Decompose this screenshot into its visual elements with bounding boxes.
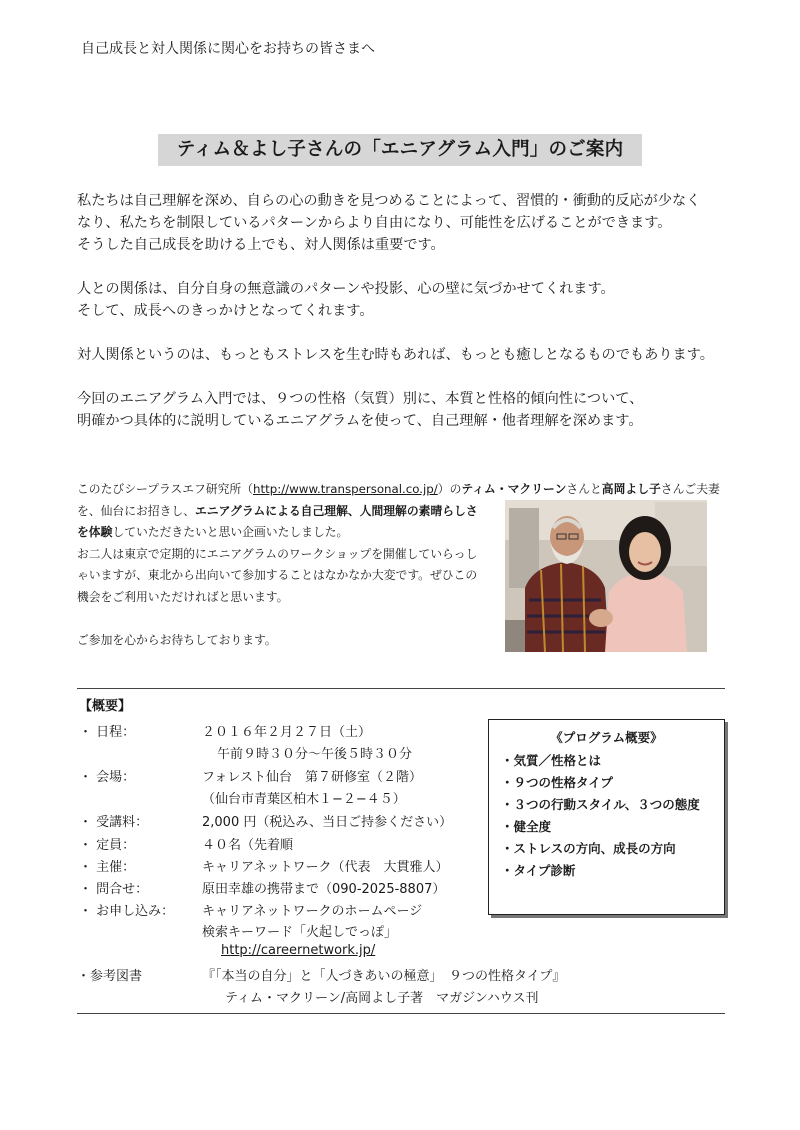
intro-line: 人との関係は、自分自身の無意識のパターンや投影、心の壁に気づかせてくれます。 [77,281,615,297]
program-item: ・気質／性格とは [501,753,602,768]
reference-author: ティム・マクリーン/高岡よし子著 マガジンハウス刊 [225,991,539,1006]
contact-label: ・ 問合せ： [79,882,149,897]
host-value: キャリアネットワーク（代表 大貫雅人） [202,860,449,875]
date-label: ・ 日程： [79,725,136,740]
date-value: ２０１６年２月２７日（土） [202,725,372,740]
program-title: 《プログラム概要》 [550,730,663,745]
apply-label: ・ お申し込み： [79,904,175,919]
venue-value: フォレスト仙台 第７研修室（２階） [202,770,422,785]
divider [77,688,725,689]
invitation-text-part: さんと [566,482,602,496]
speakers-photo [505,500,707,652]
program-item: ・タイプ診断 [501,863,576,878]
invitation-text-part: このたびシープラスエフ研究所（ [77,482,254,496]
apply-value: キャリアネットワークのホームページ [202,904,423,919]
invitation-highlight: を体験 [77,525,113,539]
intro-line: 私たちは自己理解を深め、自らの心の動きを見つめることによって、習慣的・衝動的反応が少なく [77,193,701,209]
intro-line: そうした自己成長を助ける上でも、対人関係は重要です。 [77,237,445,253]
invitation-text-part: ）の [437,482,462,496]
invitation-text-part: ゃいますが、東北から出向いて参加することはなかなか大変です。ぜひこの [77,568,478,582]
capacity-label: ・ 定員： [79,838,136,853]
invitation-text-part: お二人は東京で定期的にエニアグラムのワークショップを開催していらっし [77,546,478,561]
invitation-text-part: 機会をご利用いただければと思います。 [77,589,289,604]
invitation-text-part: していただきたいと思い企画いたしました。 [112,525,349,539]
intro-line: 今回のエニアグラム入門では、９つの性格（気質）別に、本質と性格的傾向性について、 [77,391,644,407]
overview-heading: 【概要】 [79,699,132,714]
address-value: （仙台市青葉区柏木１−２−４５） [202,792,406,807]
career-network-link[interactable]: http://careernetwork.jp/ [221,943,376,958]
program-list [501,750,724,882]
invitation-highlight: エニアグラムによる自己理解、人間理解の素晴らしさ [194,503,478,518]
intro-line: 対人関係というのは、もっともストレスを生む時もあれば、もっとも癒しとなるものでもあります。 [77,347,714,363]
program-item: ・９つの性格タイプ [501,775,613,790]
contact-value: 原田幸雄の携帯まで（090-2025-8807） [202,882,446,897]
program-item: ・３つの行動スタイル、３つの態度 [501,797,700,812]
invitation-text-part: ご参加を心からお待ちしております。 [77,632,277,647]
speaker-name: ティム・マクリーン [461,482,567,496]
program-summary-box [488,719,725,915]
speaker-name: 高岡よし子 [601,482,661,496]
intro-line: そして、成長へのきっかけとなってくれます。 [77,303,374,319]
program-item: ・健全度 [501,819,552,834]
invitation-text-part: を、仙台にお招きし、 [77,503,195,518]
reference-value: 『「本当の自分」と「人づきあいの極意」 ９つの性格タイプ』 [202,969,566,984]
intro-line: なり、私たちを制限しているパターンからより自由になり、可能性を広げることができます。 [77,215,672,231]
capacity-value: ４０名（先着順 [202,838,294,853]
fee-value: 2,000 円（税込み、当日ご持参ください） [202,815,453,830]
intro-text [77,190,737,454]
fee-label: ・ 受講料： [79,815,149,830]
venue-label: ・ 会場： [79,770,136,785]
invitation-text-part: さんご夫妻 [660,482,720,496]
greeting: 自己成長と対人関係に関心をお持ちの皆さまへ [81,41,375,57]
page-title: ティム＆よし子さんの「エニアグラム入門」のご案内 [158,134,642,166]
reference-label: ・参考図書 [77,969,143,984]
institute-link[interactable]: http://www.transpersonal.co.jp/ [253,482,438,496]
apply-keyword: 検索キーワード「火起しでっぽ」 [202,925,398,940]
divider [77,1013,725,1014]
host-label: ・ 主催： [79,860,136,875]
program-item: ・ストレスの方向、成長の方向 [501,841,676,856]
time-value: 午前９時３０分～午後５時３０分 [217,747,413,762]
intro-line: 明確かつ具体的に説明しているエニアグラムを使って、自己理解・他者理解を深めます。 [77,413,643,429]
